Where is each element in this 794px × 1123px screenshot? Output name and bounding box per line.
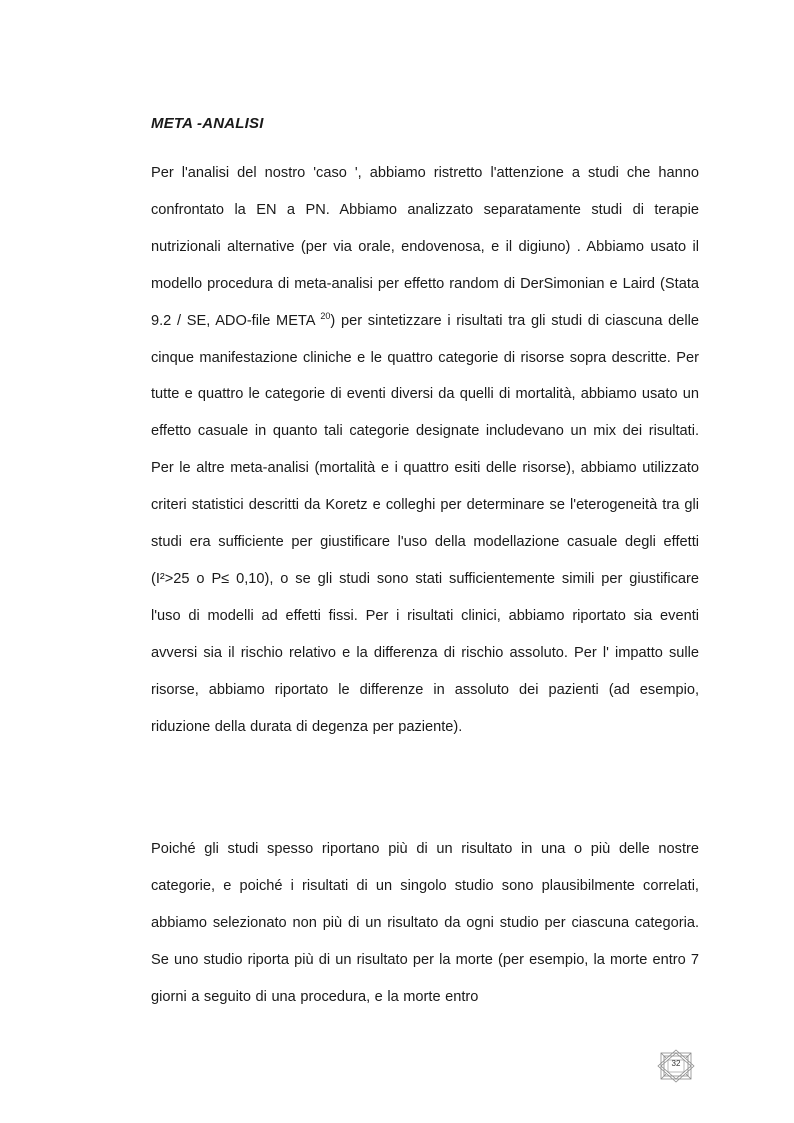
- section-heading: META -ANALISI: [151, 115, 264, 132]
- page-number-badge: [657, 1049, 695, 1083]
- paragraph-1-text-b: ) per sintetizzare i risultati tra gli studi di ciascuna delle cinque manifestazione cliniche e le quattro categorie di risorse sopra descritte. Per tutte e quattro le categorie di eventi diversi da quelli di mortalità, abbiamo usato un effetto casuale in quanto tali categorie designate includevano un mix dei risultati. Per le altre meta-analisi (mortalità e i quattro esiti delle risorse), abbiamo utilizzato criteri statistici descritti da Koretz e colleghi per determinare se l'eterogeneità tra gli studi era sufficiente per giustificare l'uso della modellazione casuale degli effetti (I²>25 o P≤ 0,10), o se gli studi sono stati sufficientemente simili per giustificare l'uso di modelli ad effetti fissi. Per i risultati clinici, abbiamo riportato sia eventi avversi sia il rischio relativo e la differenza di rischio assoluto. Per l' impatto sulle risorse, abbiamo riportato le differenze in assoluto dei pazienti (ad esempio, riduzione della durata di degenza per paziente).: [151, 312, 699, 735]
- paragraph-1-text-a: Per l'analisi del nostro 'caso ', abbiamo ristretto l'attenzione a studi che hanno confrontato la EN a PN. Abbiamo analizzato separatamente studi di terapie nutrizionali alternative (per via orale, endovenosa, e il digiuno) . Abbiamo usato il modello procedura di meta-analisi per effetto random di DerSimonian e Laird (Stata 9.2 / SE, ADO-file META: [151, 165, 699, 329]
- page-number: 32: [671, 1059, 681, 1068]
- paragraph-1: [151, 155, 699, 746]
- paragraph-2: Poiché gli studi spesso riportano più di un risultato in una o più delle nostre categorie, e poiché i risultati di un singolo studio sono plausibilmente correlati, abbiamo selezionato non più di un risultato da ogni studio per ciascuna categoria. Se uno studio riporta più di un risultato per la morte (per esempio, la morte entro 7 giorni a seguito di una procedura, e la morte entro: [151, 841, 699, 1005]
- citation-superscript: 20: [320, 310, 331, 321]
